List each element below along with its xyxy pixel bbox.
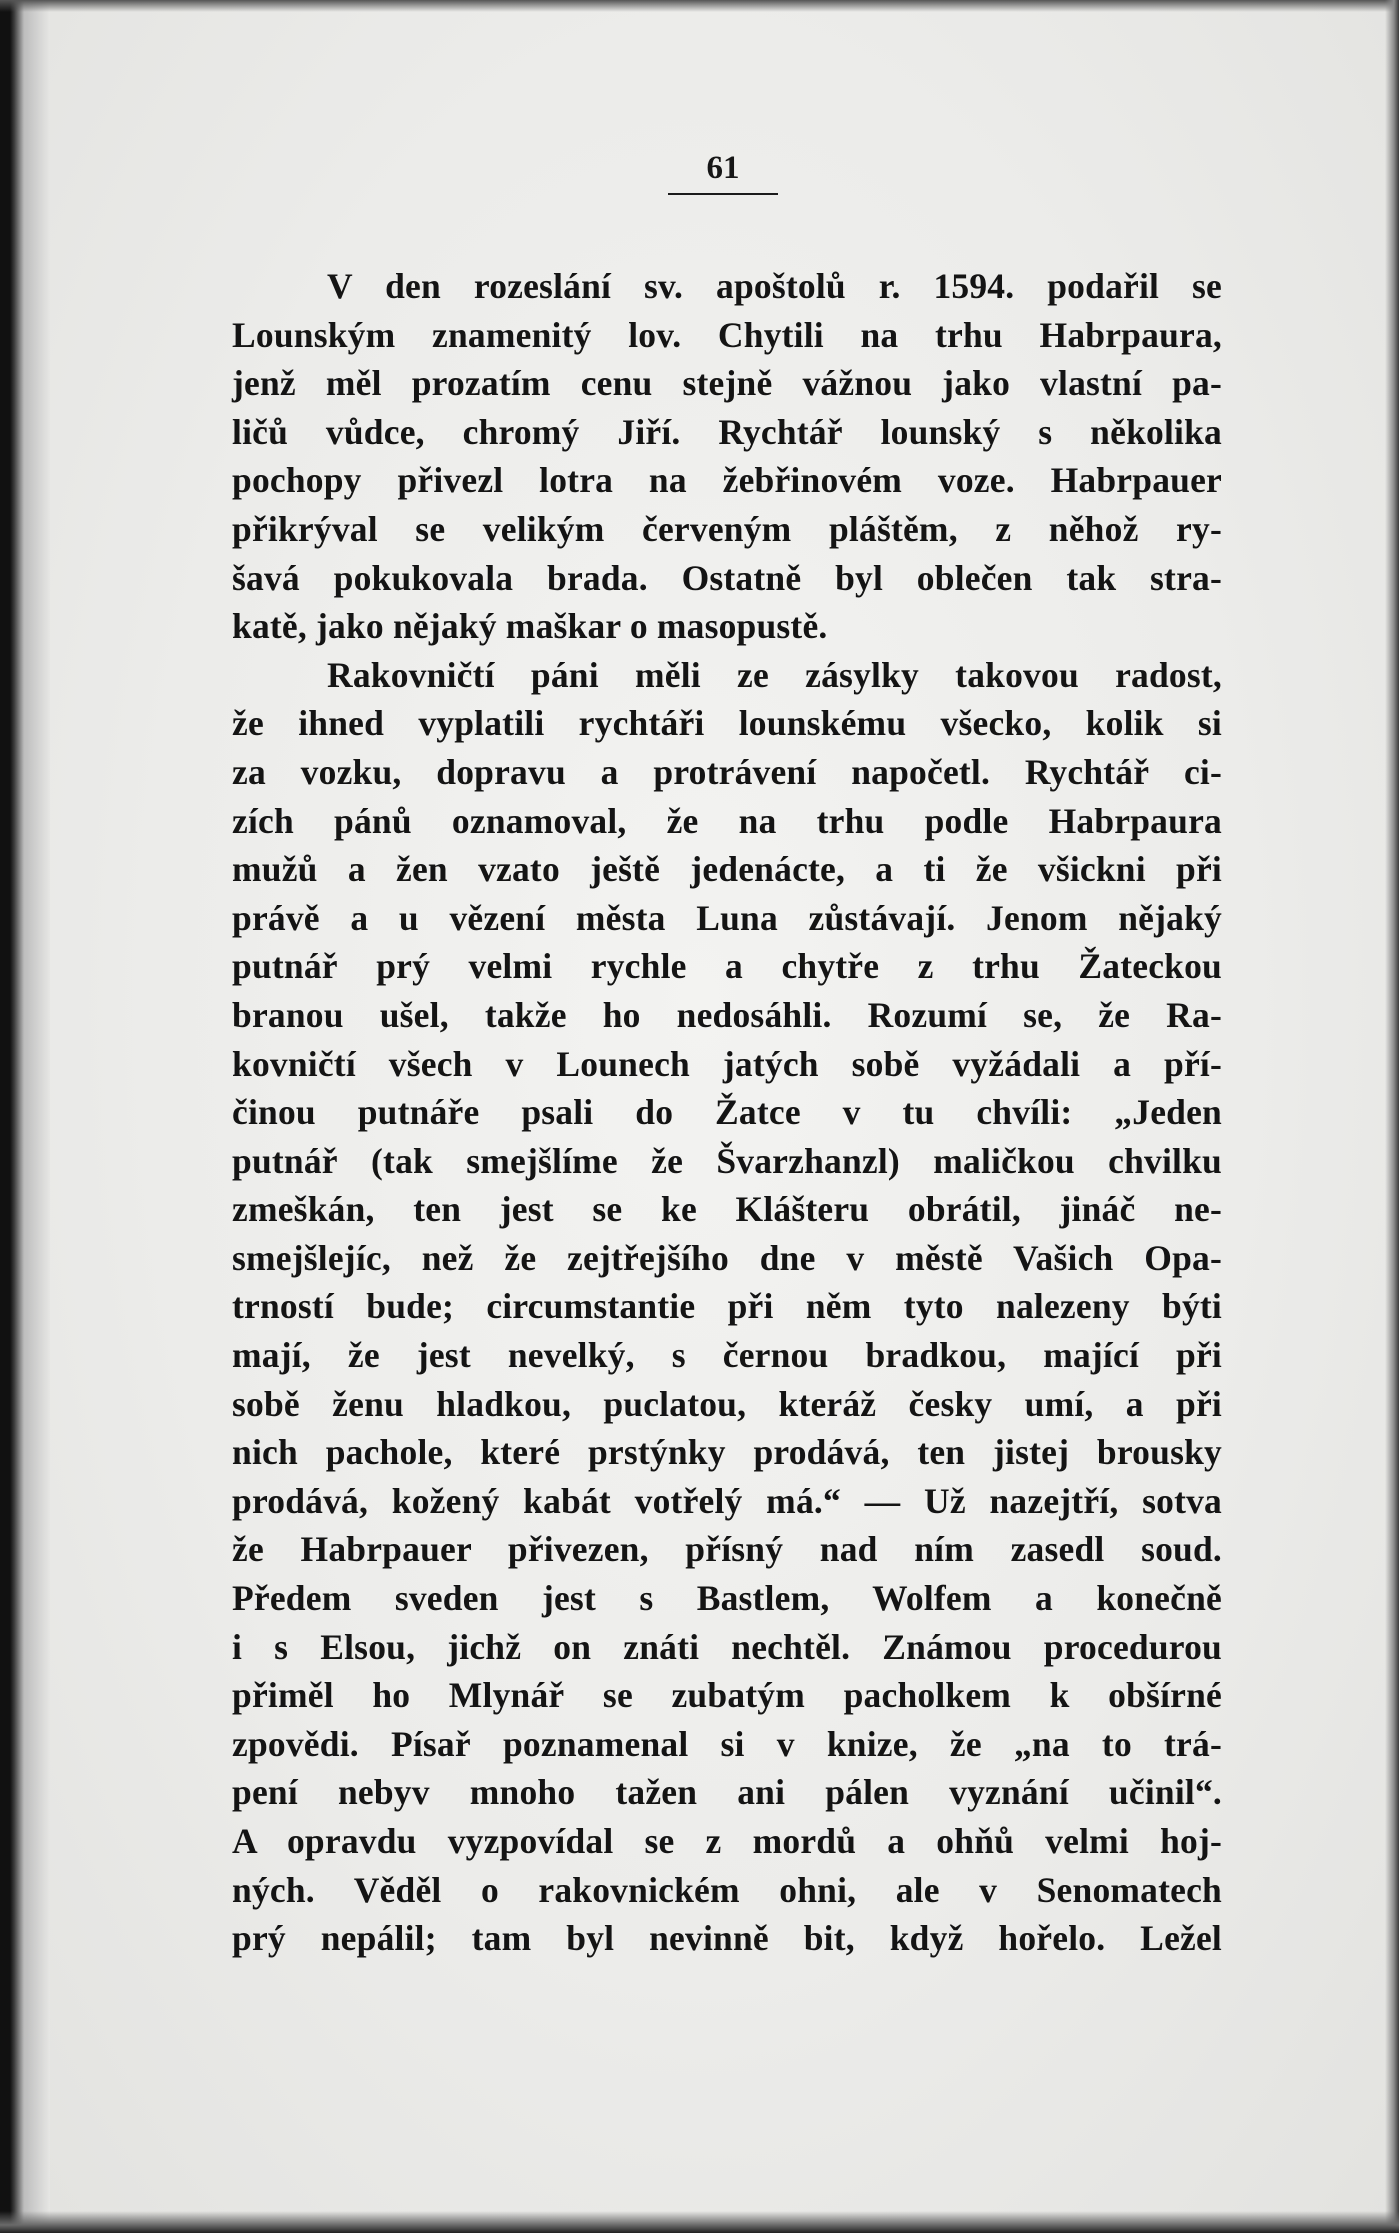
- text-line: pochopy přivezl lotra na žebřinovém voze. Habrpauer: [232, 460, 1222, 501]
- right-edge-shadow: [1385, 0, 1399, 2233]
- text-line: šavá pokukovala brada. Ostatně byl oblečen tak stra-: [232, 557, 1222, 598]
- text-line: branou ušel, takže ho nedosáhli. Rozumí se, že Ra-: [232, 994, 1222, 1035]
- text-line: zích pánů oznamoval, že na trhu podle Habrpaura: [232, 800, 1222, 841]
- text-line: zmeškán, ten jest se ke Klášteru obrátil, jináč ne-: [232, 1189, 1222, 1230]
- text-line: smejšlejíc, než že zejtřejšího dne v městě Vašich Opa-: [232, 1237, 1222, 1278]
- text-line: A opravdu vyzpovídal se z mordů a ohňů velmi hoj-: [232, 1821, 1222, 1861]
- text-line: zpovědi. Písař poznamenal si v knize, že „na to trá-: [232, 1723, 1222, 1764]
- text-line: prodává, kožený kabát votřelý má.“ — Už nazejtří, sotva: [232, 1480, 1222, 1521]
- text-line: ných. Věděl o rakovnickém ohni, ale v Senomatech: [232, 1869, 1222, 1910]
- text-line: mají, že jest nevelký, s černou bradkou, mající při: [232, 1335, 1222, 1376]
- text-line: katě, jako nějaký maškar o masopustě.: [232, 606, 828, 647]
- text-line: že Habrpauer přivezen, přísný nad ním zasedl soud.: [232, 1529, 1222, 1570]
- text-line: prý nepálil; tam byl nevinně bit, když hořelo. Ležel: [232, 1918, 1222, 1959]
- bottom-edge-shadow: [0, 2211, 1399, 2233]
- text-line: sobě ženu hladkou, puclatou, kteráž česky umí, a při: [232, 1383, 1222, 1424]
- body-text: [232, 262, 1222, 1963]
- text-line: trností bude; circumstantie při něm tyto nalezeny býti: [232, 1286, 1222, 1327]
- text-line: kovničtí všech v Lounech jatých sobě vyžádali a pří-: [232, 1043, 1222, 1084]
- text-line: V den rozeslání sv. apoštolů r. 1594. podařil se: [327, 266, 1222, 306]
- text-line: pení nebyv mnoho tažen ani pálen vyznání učinil“.: [232, 1772, 1222, 1813]
- text-line: přiměl ho Mlynář se zubatým pacholkem k obšírné: [232, 1675, 1222, 1716]
- text-line: činou putnáře psali do Žatce v tu chvíli: „Jeden: [232, 1092, 1222, 1133]
- binding-shadow: [0, 0, 50, 2233]
- text-line: přikrýval se velikým červeným pláštěm, z něhož ry-: [232, 508, 1222, 549]
- text-line: právě a u vězení města Luna zůstávají. Jenom nějaký: [232, 897, 1222, 938]
- text-line: mužů a žen vzato ještě jedenácte, a ti že všickni při: [232, 849, 1222, 890]
- text-line: Lounským znamenitý lov. Chytili na trhu Habrpaura,: [232, 314, 1222, 355]
- text-line: ličů vůdce, chromý Jiří. Rychtář lounský s několika: [232, 411, 1222, 452]
- text-line: jenž měl prozatím cenu stejně vážnou jako vlastní pa-: [232, 363, 1222, 404]
- text-line: i s Elsou, jichž on znáti nechtěl. Známou procedurou: [232, 1626, 1222, 1667]
- top-edge-shadow: [0, 0, 1399, 12]
- text-line: putnář (tak smejšlíme že Švarzhanzl) maličkou chvilku: [232, 1140, 1222, 1181]
- text-line: putnář prý velmi rychle a chytře z trhu Žateckou: [232, 946, 1222, 987]
- text-line: za vozku, dopravu a protrávení napočetl. Rychtář ci-: [232, 751, 1222, 792]
- text-line: Rakovničtí páni měli ze zásylky takovou radost,: [327, 654, 1222, 695]
- page-number: 61: [668, 150, 778, 195]
- text-line: Předem sveden jest s Bastlem, Wolfem a konečně: [232, 1578, 1222, 1619]
- text-line: že ihned vyplatili rychtáři lounskému všecko, kolik si: [232, 703, 1222, 744]
- text-line: nich pachole, které prstýnky prodává, ten jistej brousky: [232, 1432, 1222, 1473]
